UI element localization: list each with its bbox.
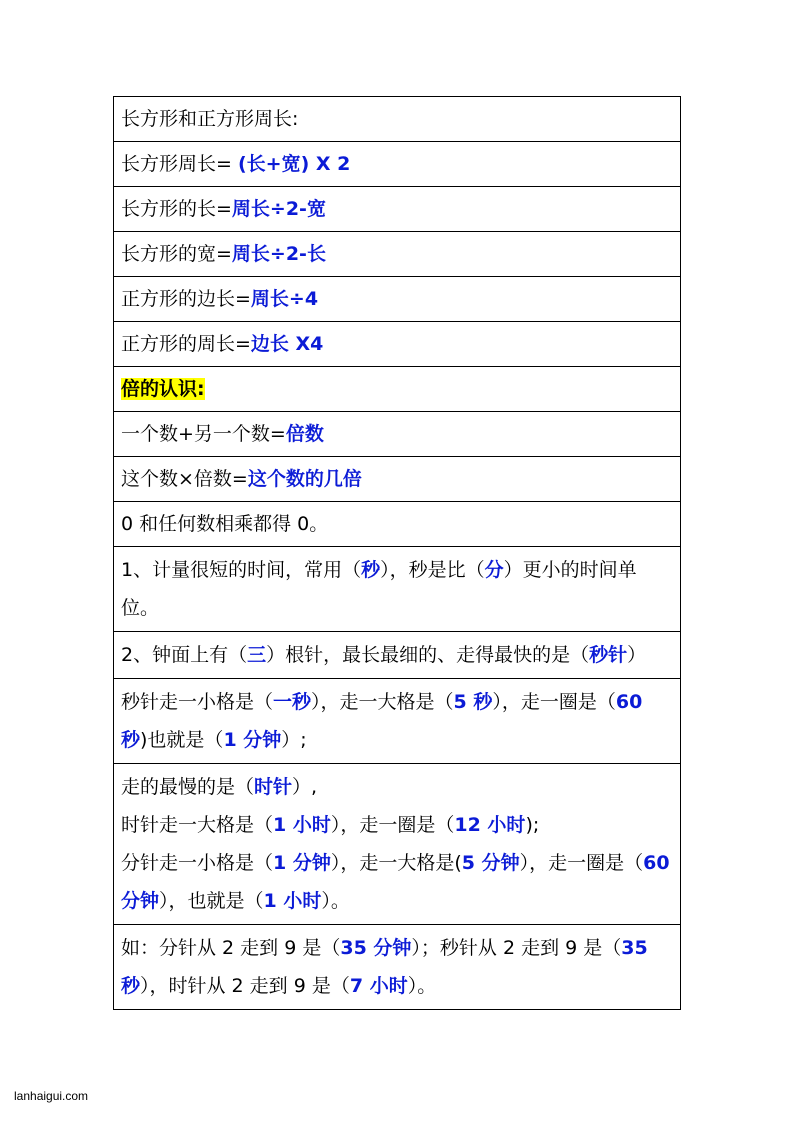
answer: 7 小时 [349,975,408,997]
answer: 时针 [254,776,293,798]
formula-value: 边长 X4 [250,333,324,355]
table-cell [114,764,681,925]
table-cell [114,322,681,367]
text: 走的最慢的是（ [121,776,255,798]
statement-text: 0 和任何数相乘都得 0。 [121,513,329,535]
table-cell [114,232,681,277]
table-row [114,502,681,547]
answer: 5 秒 [453,691,493,713]
text: ） [627,644,647,666]
table-cell [114,277,681,322]
text: ）更小的时间单位。 [121,559,637,619]
table-cell [114,925,681,1010]
section-heading: 长方形和正方形周长: [121,108,299,130]
text: ），走一圈是（ [519,852,644,874]
answer: 60 分钟 [121,852,670,912]
table-cell [114,679,681,764]
table-row [114,277,681,322]
formula-label: 一个数+另一个数= [121,423,286,445]
text: ）。 [321,890,350,912]
answer: 一秒 [273,691,312,713]
text: )也就是（ [140,729,224,751]
formula-value: 倍数 [285,423,324,445]
formula-table [113,96,681,1010]
formula-value: (长+宽) X 2 [237,153,351,175]
formula-label: 这个数×倍数= [121,468,248,490]
formula-label: 正方形的周长= [121,333,251,355]
answer: 1 小时 [263,890,322,912]
answer: 三 [247,644,267,666]
answer: 秒 [361,559,381,581]
formula-label: 长方形周长= [121,153,238,175]
table-row [114,632,681,679]
text: ），走一圈是（ [492,691,616,713]
table-cell [114,187,681,232]
text-line [121,844,674,920]
answer: 35 秒 [121,937,648,997]
table-row [114,679,681,764]
table-row [114,367,681,412]
text: ），走一大格是（ [311,691,454,713]
text: ）根针，最长最细的、走得最快的是（ [266,644,590,666]
table-cell [114,632,681,679]
text: 秒针走一小格是（ [121,691,274,713]
footer-site-text: lanhaigui.com [14,1089,89,1103]
text: ); [525,814,540,836]
formula-value: 周长÷2-宽 [231,198,326,220]
answer: 60 秒 [121,691,643,751]
text: ），走一圈是（ [330,814,455,836]
answer: 1 小时 [273,814,331,836]
text: ），秒是比（ [380,559,485,581]
text: ），也就是（ [159,890,264,912]
table-row [114,547,681,632]
answer: 12 小时 [454,814,526,836]
table-row [114,142,681,187]
text-line [121,768,674,806]
formula-label: 长方形的长= [121,198,232,220]
table-cell [114,457,681,502]
table-row [114,457,681,502]
table-row [114,412,681,457]
text: ），时针从 2 走到 9 是（ [140,975,350,997]
answer: 35 分钟 [340,937,412,959]
table-cell [114,502,681,547]
answer: 5 分钟 [461,852,520,874]
text: ）; [281,729,307,751]
table-cell [114,547,681,632]
table-cell [114,142,681,187]
table-row [114,322,681,367]
table-row [114,925,681,1010]
text: ）；秒针从 2 走到 9 是（ [411,937,622,959]
text-line [121,806,674,844]
text: 如：分针从 2 走到 9 是（ [121,937,341,959]
formula-value: 周长÷2-长 [231,243,326,265]
text: ），走一大格是( [330,852,462,874]
formula-value: 这个数的几倍 [247,468,362,490]
highlighted-heading: 倍的认识: [121,378,205,400]
formula-label: 正方形的边长= [121,288,251,310]
text: 1、计量很短的时间，常用（ [121,559,362,581]
text: ）, [292,776,318,798]
table-row [114,232,681,277]
answer: 秒针 [589,644,628,666]
table-cell [114,97,681,142]
answer: 分 [484,559,504,581]
table-cell [114,412,681,457]
answer: 1 分钟 [273,852,331,874]
table-row [114,764,681,925]
text: ）。 [407,975,437,997]
table-cell [114,367,681,412]
formula-value: 周长÷4 [250,288,319,310]
text: 时针走一大格是（ [121,814,274,836]
formula-label: 长方形的宽= [121,243,232,265]
text: 2、钟面上有（ [121,644,248,666]
text: 分针走一小格是（ [121,852,274,874]
answer: 1 分钟 [223,729,282,751]
table-row [114,187,681,232]
table-row [114,97,681,142]
